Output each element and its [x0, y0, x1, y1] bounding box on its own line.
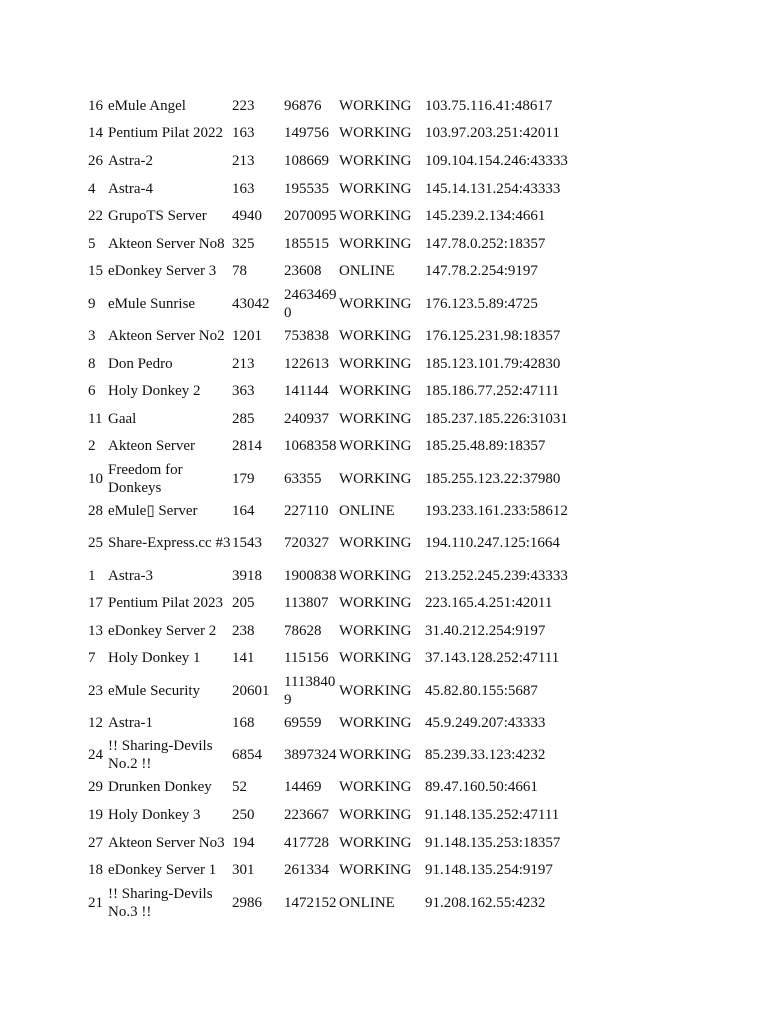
table-row [88, 562, 585, 590]
server-address: 89.47.160.50:4661 [425, 779, 538, 796]
server-files: 141144 [284, 383, 329, 400]
server-id: 23 [88, 682, 103, 699]
server-id: 1 [88, 567, 96, 584]
server-id: 10 [88, 470, 103, 487]
server-address: 185.255.123.22:37980 [425, 470, 561, 487]
server-files: 753838 [284, 327, 329, 344]
server-users: 250 [232, 807, 255, 824]
server-users: 78 [232, 263, 247, 280]
server-name: eMule▯ Server [108, 502, 198, 519]
table-row [88, 774, 585, 802]
server-status: WORKING [339, 747, 412, 764]
server-address: 213.252.245.239:43333 [425, 567, 568, 584]
table-row [88, 258, 585, 286]
server-id: 13 [88, 622, 103, 639]
server-files: 1472152 [284, 894, 337, 911]
server-files: 223667 [284, 807, 329, 824]
server-status: WORKING [339, 295, 412, 312]
server-address: 185.25.48.89:18357 [425, 438, 546, 455]
server-address: 223.165.4.251:42011 [425, 595, 553, 612]
server-id: 29 [88, 779, 103, 796]
server-users: 301 [232, 862, 255, 879]
server-name: Share-Express.cc #3 [108, 535, 231, 552]
server-address: 176.123.5.89:4725 [425, 295, 538, 312]
server-address: 37.143.128.252:47111 [425, 650, 560, 667]
table-row [88, 497, 585, 525]
server-status: WORKING [339, 567, 412, 584]
server-id: 27 [88, 834, 103, 851]
table-row [88, 433, 585, 461]
table-row [88, 645, 585, 673]
server-status: WORKING [339, 622, 412, 639]
server-status: WORKING [339, 97, 412, 114]
table-row [88, 120, 585, 148]
server-users: 194 [232, 834, 255, 851]
server-id: 16 [88, 97, 103, 114]
table-row [88, 829, 585, 857]
server-files: 63355 [284, 470, 322, 487]
server-status: WORKING [339, 152, 412, 169]
server-users: 2814 [232, 438, 262, 455]
server-files: 14469 [284, 779, 322, 796]
server-status: WORKING [339, 650, 412, 667]
server-status: WORKING [339, 235, 412, 252]
server-address: 145.14.131.254:43333 [425, 180, 561, 197]
server-files: 69559 [284, 714, 322, 731]
server-id: 7 [88, 650, 96, 667]
server-address: 103.97.203.251:42011 [425, 125, 560, 142]
server-address: 185.186.77.252:47111 [425, 383, 560, 400]
server-name: eMule Sunrise [108, 295, 196, 312]
server-status: WORKING [339, 682, 412, 699]
server-users: 43042 [232, 295, 270, 312]
server-files: 78628 [284, 622, 322, 639]
server-status: ONLINE [339, 894, 395, 911]
server-address: 176.125.231.98:18357 [425, 327, 561, 344]
server-rows [88, 92, 585, 921]
server-name: Drunken Donkey [108, 779, 212, 796]
table-row [88, 230, 585, 258]
server-id: 24 [88, 747, 103, 764]
server-files: 1900838 [284, 567, 337, 584]
server-status: WORKING [339, 355, 412, 372]
server-status: WORKING [339, 208, 412, 225]
table-row [88, 672, 585, 709]
server-users: 238 [232, 622, 255, 639]
server-address: 45.9.249.207:43333 [425, 714, 546, 731]
server-files: 96876 [284, 97, 322, 114]
server-id: 11 [88, 410, 103, 427]
server-id: 2 [88, 438, 96, 455]
server-name: Akteon Server No3 [108, 834, 225, 851]
server-id: 9 [88, 295, 96, 312]
server-files: 24634690 [284, 286, 337, 321]
server-users: 223 [232, 97, 255, 114]
server-name: Pentium Pilat 2023 [108, 595, 224, 612]
server-id: 22 [88, 208, 103, 225]
server-status: WORKING [339, 779, 412, 796]
server-status: WORKING [339, 834, 412, 851]
table-row [88, 147, 585, 175]
table-row [88, 350, 585, 378]
server-address: 91.148.135.252:47111 [425, 807, 560, 824]
server-id: 15 [88, 263, 103, 280]
server-users: 6854 [232, 747, 262, 764]
server-files: 240937 [284, 410, 329, 427]
server-name: Astra-1 [108, 714, 153, 731]
server-address: 194.110.247.125:1664 [425, 535, 560, 552]
server-id: 8 [88, 355, 96, 372]
server-users: 163 [232, 125, 255, 142]
server-name: eMule Security [108, 682, 201, 699]
server-users: 3918 [232, 567, 262, 584]
server-id: 14 [88, 125, 103, 142]
server-id: 6 [88, 383, 96, 400]
server-address: 45.82.80.155:5687 [425, 682, 538, 699]
table-row [88, 589, 585, 617]
server-id: 12 [88, 714, 103, 731]
server-users: 52 [232, 779, 247, 796]
server-users: 363 [232, 383, 255, 400]
server-files: 227110 [284, 502, 329, 519]
server-files: 149756 [284, 125, 329, 142]
server-id: 28 [88, 502, 103, 519]
server-status: WORKING [339, 438, 412, 455]
table-row [88, 709, 585, 737]
server-address: 147.78.2.254:9197 [425, 263, 538, 280]
server-users: 179 [232, 470, 255, 487]
server-name: Holy Donkey 1 [108, 650, 201, 667]
server-status: ONLINE [339, 263, 395, 280]
server-address: 91.148.135.253:18357 [425, 834, 561, 851]
server-id: 17 [88, 595, 103, 612]
server-files: 115156 [284, 650, 329, 667]
server-files: 108669 [284, 152, 329, 169]
server-files: 417728 [284, 834, 329, 851]
table-row [88, 856, 585, 884]
server-address: 91.208.162.55:4232 [425, 894, 546, 911]
server-files: 3897324 [284, 747, 337, 764]
server-status: WORKING [339, 807, 412, 824]
server-files: 720327 [284, 535, 329, 552]
server-name: !! Sharing-Devils No.2 !! [108, 738, 213, 773]
server-files: 2070095 [284, 208, 337, 225]
server-address: 31.40.212.254:9197 [425, 622, 546, 639]
table-row [88, 322, 585, 350]
server-users: 20601 [232, 682, 270, 699]
table-row [88, 737, 585, 774]
server-files: 185515 [284, 235, 329, 252]
server-name: Holy Donkey 2 [108, 383, 201, 400]
table-row [88, 92, 585, 120]
table-row [88, 405, 585, 433]
server-users: 213 [232, 152, 255, 169]
server-status: WORKING [339, 410, 412, 427]
server-users: 163 [232, 180, 255, 197]
table-row [88, 617, 585, 645]
server-files: 113807 [284, 595, 329, 612]
server-address: 145.239.2.134:4661 [425, 208, 546, 225]
server-name: eMule Angel [108, 97, 186, 114]
server-id: 21 [88, 894, 103, 911]
server-status: ONLINE [339, 502, 395, 519]
server-name: Akteon Server No8 [108, 235, 225, 252]
table-row [88, 377, 585, 405]
server-address: 91.148.135.254:9197 [425, 862, 553, 879]
server-address: 109.104.154.246:43333 [425, 152, 568, 169]
server-address: 185.123.101.79:42830 [425, 355, 561, 372]
server-users: 164 [232, 502, 255, 519]
server-name: Astra-4 [108, 180, 153, 197]
server-name: Holy Donkey 3 [108, 807, 201, 824]
server-name: eDonkey Server 2 [108, 622, 217, 639]
server-users: 1201 [232, 327, 262, 344]
server-users: 2986 [232, 894, 262, 911]
table-row [88, 801, 585, 829]
server-files: 261334 [284, 862, 329, 879]
server-name: Astra-2 [108, 152, 153, 169]
server-users: 168 [232, 714, 255, 731]
server-users: 1543 [232, 535, 262, 552]
server-users: 325 [232, 235, 255, 252]
server-address: 85.239.33.123:4232 [425, 747, 546, 764]
table-row [88, 525, 585, 562]
server-users: 213 [232, 355, 255, 372]
server-status: WORKING [339, 714, 412, 731]
server-status: WORKING [339, 383, 412, 400]
server-address: 147.78.0.252:18357 [425, 235, 546, 252]
server-status: WORKING [339, 470, 412, 487]
server-users: 285 [232, 410, 255, 427]
server-status: WORKING [339, 595, 412, 612]
server-id: 3 [88, 327, 96, 344]
server-users: 205 [232, 595, 255, 612]
server-id: 5 [88, 235, 96, 252]
server-name: GrupoTS Server [108, 208, 207, 225]
server-address: 193.233.161.233:58612 [425, 502, 568, 519]
table-row [88, 884, 585, 921]
server-users: 4940 [232, 208, 262, 225]
server-name: Freedom for Donkeys [108, 461, 183, 496]
server-status: WORKING [339, 535, 412, 552]
server-table [88, 92, 585, 921]
server-id: 25 [88, 535, 103, 552]
server-name: eDonkey Server 1 [108, 862, 217, 879]
server-name: Akteon Server No2 [108, 327, 225, 344]
server-id: 18 [88, 862, 103, 879]
server-id: 26 [88, 152, 103, 169]
server-name: !! Sharing-Devils No.3 !! [108, 885, 213, 920]
server-files: 23608 [284, 263, 322, 280]
server-address: 185.237.185.226:31031 [425, 410, 568, 427]
server-name: Gaal [108, 410, 137, 427]
server-files: 195535 [284, 180, 329, 197]
server-users: 141 [232, 650, 255, 667]
table-row [88, 460, 585, 497]
table-row [88, 202, 585, 230]
table-row [88, 285, 585, 322]
server-name: Don Pedro [108, 355, 173, 372]
server-status: WORKING [339, 327, 412, 344]
server-files: 1068358 [284, 438, 337, 455]
table-row [88, 175, 585, 203]
server-id: 4 [88, 180, 96, 197]
server-name: eDonkey Server 3 [108, 263, 217, 280]
server-files: 122613 [284, 355, 329, 372]
server-address: 103.75.116.41:48617 [425, 97, 553, 114]
server-id: 19 [88, 807, 103, 824]
server-name: Akteon Server [108, 438, 196, 455]
server-status: WORKING [339, 125, 412, 142]
server-status: WORKING [339, 862, 412, 879]
server-files: 11138409 [284, 673, 336, 708]
server-status: WORKING [339, 180, 412, 197]
server-name: Pentium Pilat 2022 [108, 125, 224, 142]
server-name: Astra-3 [108, 567, 153, 584]
